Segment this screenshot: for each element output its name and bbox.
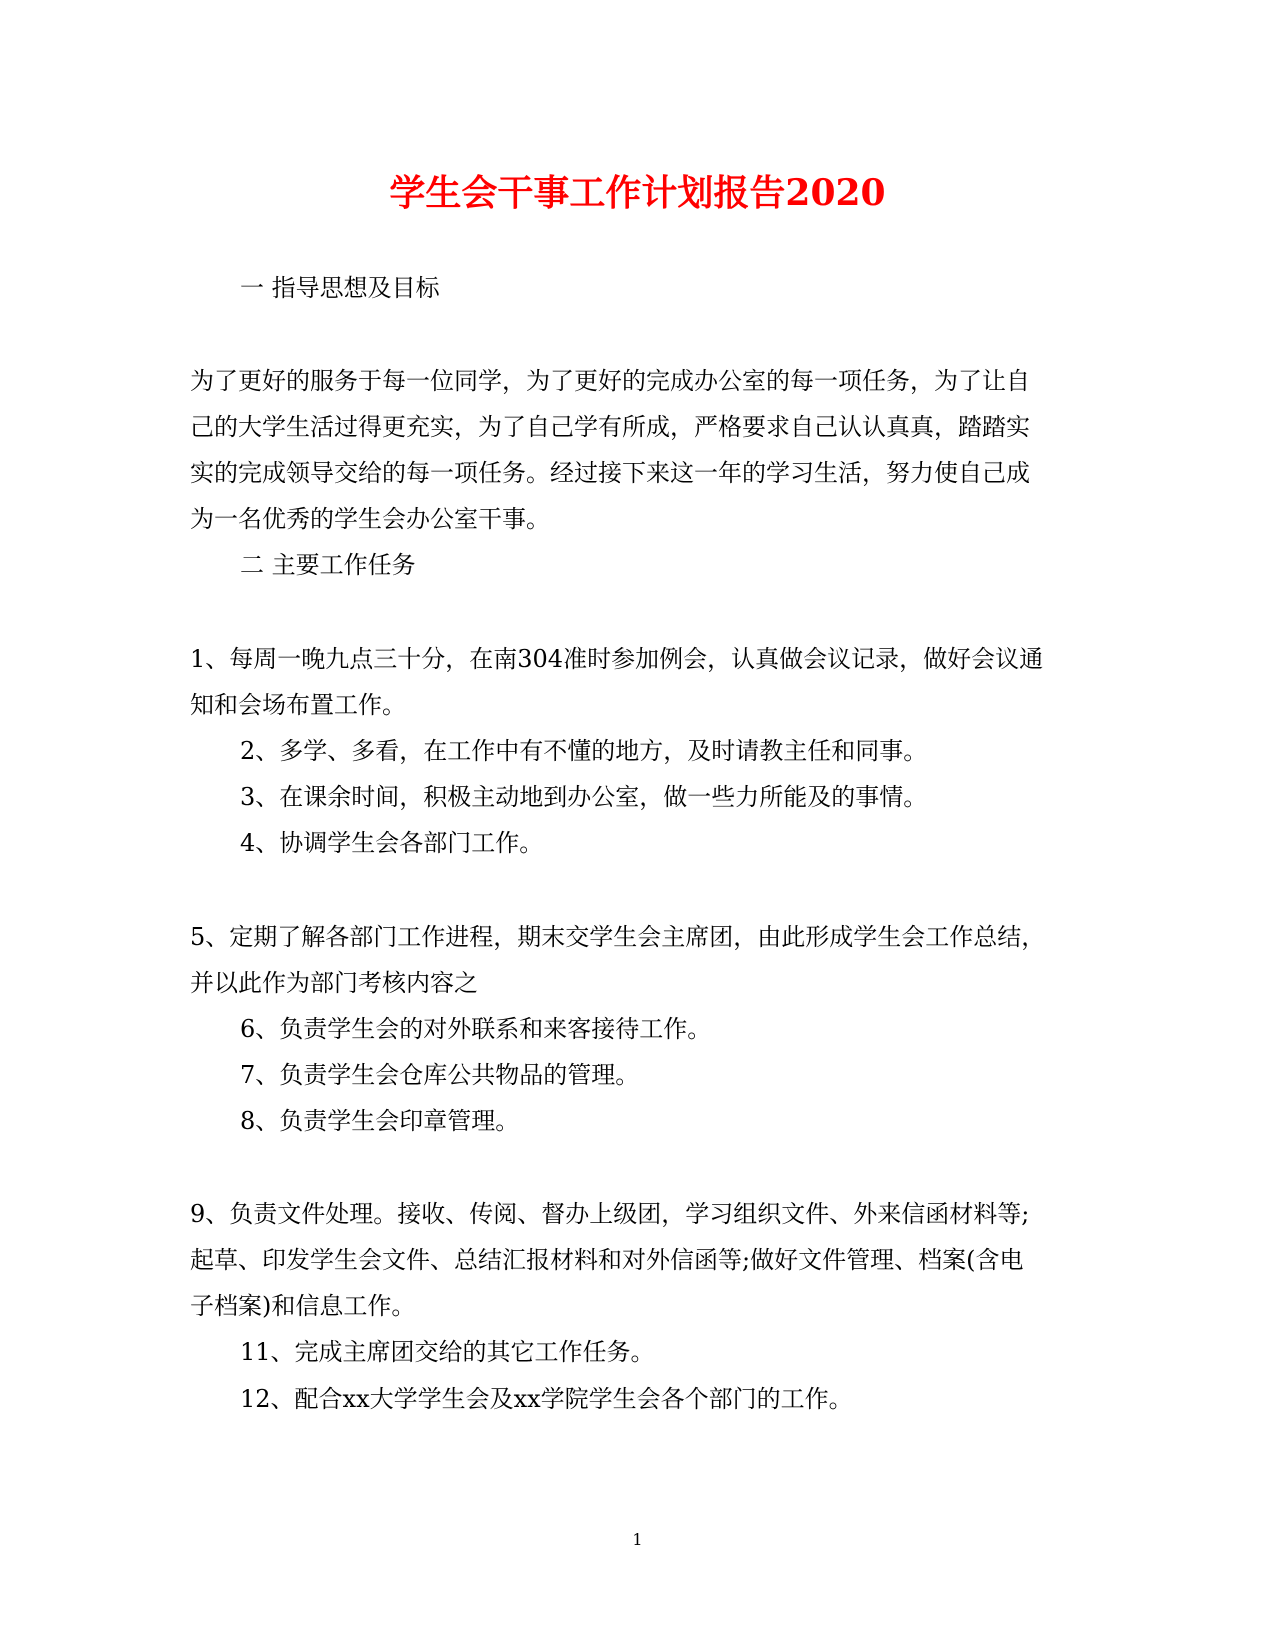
task-item-8: 8、负责学生会印章管理。 [240, 1107, 520, 1135]
task-item-12: 12、配合xx大学学生会及xx学院学生会各个部门的工作。 [240, 1385, 853, 1413]
section-heading-main-tasks: 二 主要工作任务 [240, 551, 416, 579]
paragraph-line: 为了更好的服务于每一位同学，为了更好的完成办公室的每一项任务，为了让自 [190, 367, 1030, 395]
task-item-5-line: 5、定期了解各部门工作进程，期末交学生会主席团，由此形成学生会工作总结， [190, 923, 1046, 951]
document-title: 学生会干事工作计划报告2020 [389, 172, 886, 214]
task-item-1-line: 知和会场布置工作。 [190, 691, 406, 719]
paragraph-line: 己的大学生活过得更充实，为了自己学有所成，严格要求自己认认真真，踏踏实 [190, 413, 1030, 441]
section-heading-guiding-principles: 一 指导思想及目标 [240, 274, 440, 302]
task-item-6: 6、负责学生会的对外联系和来客接待工作。 [240, 1015, 712, 1043]
task-item-7: 7、负责学生会仓库公共物品的管理。 [240, 1061, 640, 1089]
page-number: 1 [632, 1530, 643, 1549]
task-item-9-line: 起草、印发学生会文件、总结汇报材料和对外信函等;做好文件管理、档案(含电 [190, 1246, 1024, 1274]
task-item-3: 3、在课余时间，积极主动地到办公室，做一些力所能及的事情。 [240, 783, 928, 811]
paragraph-line: 为一名优秀的学生会办公室干事。 [190, 505, 550, 533]
task-item-9-line: 9、负责文件处理。接收、传阅、督办上级团，学习组织文件、外来信函材料等; [190, 1200, 1030, 1228]
task-item-5-line: 并以此作为部门考核内容之 [190, 969, 478, 997]
task-item-2: 2、多学、多看，在工作中有不懂的地方，及时请教主任和同事。 [240, 737, 928, 765]
paragraph-line: 实的完成领导交给的每一项任务。经过接下来这一年的学习生活，努力使自己成 [190, 459, 1030, 487]
task-item-11: 11、完成主席团交给的其它工作任务。 [240, 1338, 655, 1366]
task-item-1-line: 1、每周一晚九点三十分，在南304准时参加例会，认真做会议记录，做好会议通 [190, 645, 1044, 673]
task-item-9-line: 子档案)和信息工作。 [190, 1292, 416, 1320]
task-item-4: 4、协调学生会各部门工作。 [240, 829, 544, 857]
